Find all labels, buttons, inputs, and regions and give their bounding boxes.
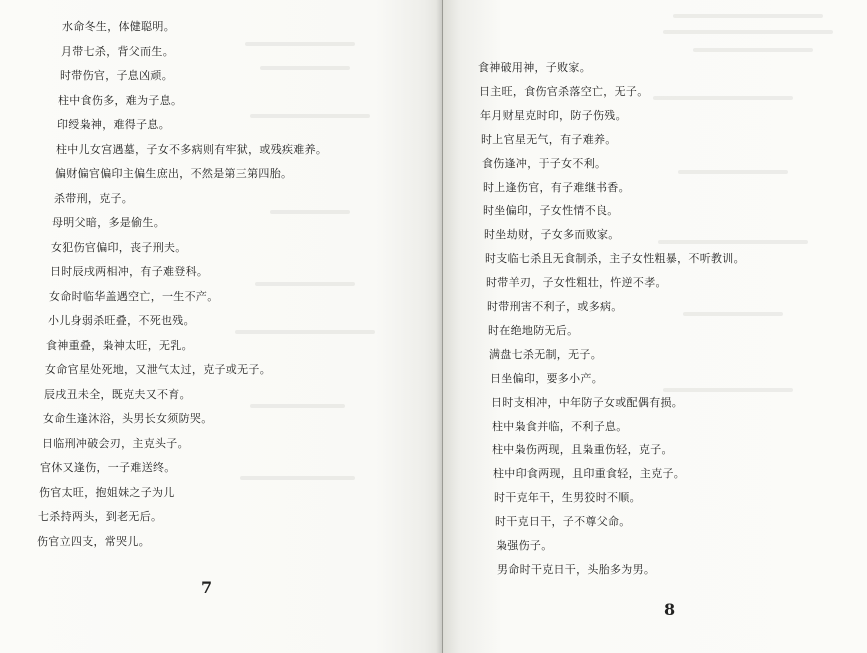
text-line: 柱中印食两现，且印重食轻，主克子。 [493, 467, 686, 481]
bleed-through-mark [653, 96, 793, 100]
bleed-through-mark [683, 312, 783, 316]
bleed-through-mark [658, 240, 808, 244]
text-line: 日时辰戌两相冲，有子难登科。 [50, 265, 209, 278]
text-line: 日主旺，食伤官杀落空亡，无子。 [479, 84, 649, 98]
text-line: 时上逢伤官，有子难继书香。 [483, 180, 630, 194]
text-line: 水命冬生，体健聪明。 [62, 20, 175, 33]
text-line: 女命官星处死地，又泄气太过，克子或无子。 [45, 363, 271, 376]
text-line: 日坐偏印，要多小产。 [490, 371, 603, 385]
text-line: 柱中儿女宫遇墓，子女不多病则有牢狱，或残疾难养。 [56, 142, 328, 156]
page-number-left: 7 [201, 578, 213, 597]
text-line: 柱中枭食并临，不利子息。 [492, 419, 628, 433]
bleed-through-mark [250, 404, 345, 408]
right-page [442, 0, 867, 653]
bleed-through-mark [270, 210, 350, 214]
text-line: 时带羊刃，子女性粗壮，忤逆不孝。 [486, 276, 667, 290]
text-line: 时干克日干，子不尊父命。 [495, 515, 631, 529]
text-line: 月带七杀，背父而生。 [61, 44, 174, 58]
bleed-through-mark [255, 282, 355, 286]
bleed-through-mark [673, 14, 823, 18]
text-line: 伤官立四支，常哭儿。 [37, 534, 150, 548]
text-line: 男命时干克日干，头胎多为男。 [497, 562, 656, 576]
text-line: 满盘七杀无制，无子。 [489, 347, 602, 361]
text-line: 伤官太旺，抱姐妹之子为儿 [39, 485, 175, 499]
text-line: 柱中枭伤两现，且枭重伤轻，克子。 [492, 443, 673, 457]
text-line: 食伤逢冲，于子女不利。 [482, 156, 607, 170]
text-line: 时带伤官，子息凶顽。 [60, 69, 173, 82]
text-line: 年月财星克时印，防子伤残。 [480, 108, 627, 122]
bleed-through-mark [235, 330, 375, 334]
text-line: 女命生逢沐浴，头男长女须防哭。 [43, 412, 213, 425]
text-line: 偏财偏官偏印主偏生庶出，不然是第三第四胎。 [55, 167, 293, 180]
text-line: 食神破用神，子败家。 [478, 61, 591, 74]
text-line: 食神重叠，枭神太旺，无乳。 [46, 338, 193, 352]
text-line: 时在绝地防无后。 [488, 323, 579, 337]
text-line: 辰戌丑未全，既克夫又不育。 [44, 387, 191, 401]
bleed-through-mark [245, 42, 355, 46]
text-line: 七杀持两头，到老无后。 [38, 510, 163, 523]
bleed-through-mark [663, 388, 793, 392]
text-line: 女命时临华盖遇空亡，一生不产。 [49, 289, 219, 303]
text-line: 时带刑害不利子，或多病。 [487, 300, 623, 313]
bleed-through-mark [260, 66, 350, 70]
text-line: 柱中食伤多，难为子息。 [58, 93, 183, 107]
bleed-through-mark [250, 114, 370, 118]
text-line: 女犯伤官偏印，丧子刑夫。 [51, 240, 187, 254]
text-line: 母明父暗，多是偷生。 [52, 216, 165, 229]
text-line: 官休又逢伤，一子难送终。 [40, 461, 176, 474]
text-line: 时支临七杀且无食制杀，主子女性粗暴，不听教训。 [485, 252, 745, 266]
bleed-through-mark [663, 30, 833, 34]
bleed-through-mark [678, 170, 788, 174]
bleed-through-mark [693, 48, 813, 52]
page-number-right: 8 [664, 600, 676, 619]
bleed-through-mark [240, 476, 355, 480]
text-line: 枭强伤子。 [496, 539, 553, 552]
text-line: 小儿身弱杀旺叠，不死也残。 [48, 314, 195, 327]
text-line: 时上官星无气，有子难养。 [481, 132, 617, 146]
text-line: 杀带刑，克子。 [54, 191, 134, 205]
text-line: 印绶枭神，难得子息。 [57, 118, 170, 131]
text-line: 时坐偏印，子女性情不良。 [483, 204, 619, 218]
text-line: 时干克年干，生男狡时不顺。 [494, 491, 641, 505]
text-line: 时坐劫财，子女多而败家。 [484, 228, 620, 242]
text-line: 日时支相冲，中年防子女或配偶有损。 [491, 395, 684, 409]
text-line: 日临刑冲破会刃，主克头子。 [42, 436, 189, 450]
